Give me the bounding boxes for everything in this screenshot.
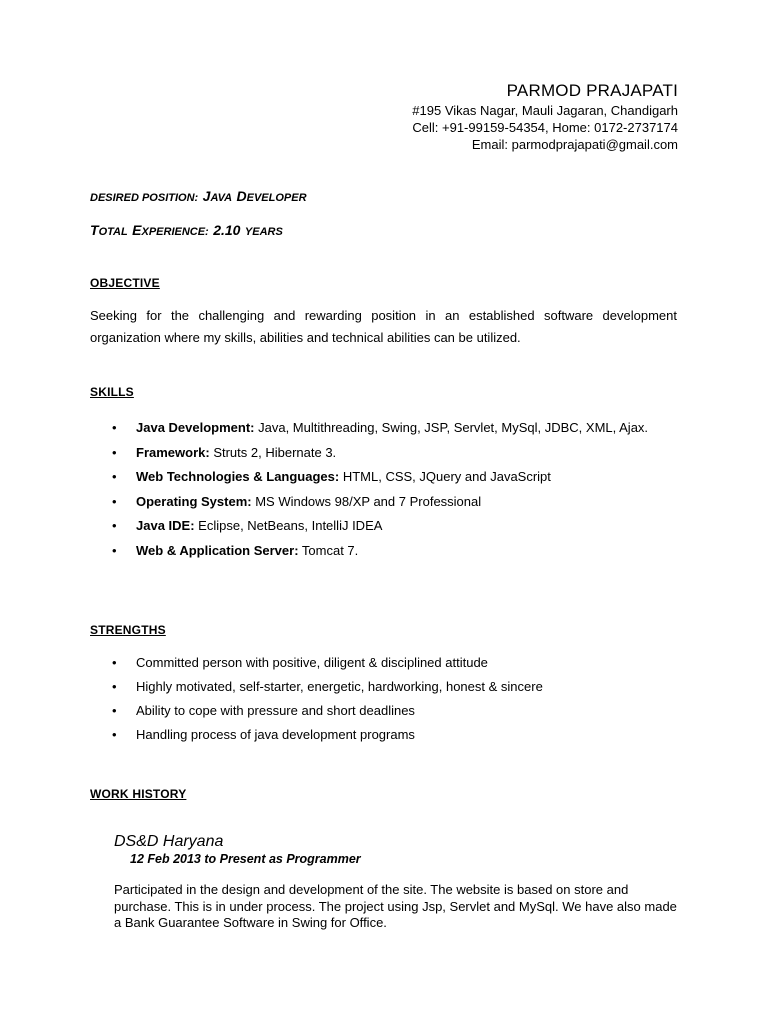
- skill-item: [90, 417, 677, 439]
- skill-label: Framework:: [136, 444, 210, 460]
- desired-label-initial: D: [90, 192, 98, 204]
- strengths-heading: STRENGTHS: [90, 623, 166, 637]
- desired-label-rest: ESIRED POSITION:: [97, 192, 199, 204]
- job-description: Participated in the design and development of the site. The website is based on store and purchase. This is in under process. The project using Jsp, Servlet and MySql. We have also made a Bank Guarantee Software in Swing for Office.: [114, 882, 677, 930]
- skill-label: Java IDE:: [136, 518, 195, 533]
- skill-item: [90, 540, 677, 562]
- strengths-list: [90, 651, 677, 747]
- skill-value: Eclipse, NetBeans, IntelliJ IDEA: [194, 518, 383, 533]
- skill-label: Web & Application Server:: [136, 542, 299, 558]
- strength-item: • Committed person with positive, diligent & disciplined attitude: [90, 651, 677, 675]
- candidate-name: PARMOD PRAJAPATI: [506, 81, 678, 100]
- address-line: #195 Vikas Nagar, Mauli Jagaran, Chandigarh: [412, 103, 678, 118]
- desired-value-eveloper: EVELOPER: [246, 192, 307, 204]
- email-line: Email: parmodprajapati@gmail.com: [471, 137, 678, 152]
- desired-value-j: J: [202, 188, 211, 204]
- exp-years: YEARS: [244, 226, 283, 238]
- exp-e: E: [132, 222, 142, 238]
- exp-t: T: [90, 222, 99, 238]
- strength-item: • Ability to cope with pressure and short deadlines: [90, 699, 677, 723]
- skill-item: [90, 442, 677, 464]
- strength-item: • Highly motivated, self-starter, energetic, hardworking, honest & sincere: [90, 675, 677, 699]
- skills-heading: SKILLS: [90, 385, 134, 399]
- skill-item: [90, 491, 677, 513]
- skill-item: [90, 466, 677, 488]
- exp-otal: OTAL: [98, 226, 128, 238]
- skill-value: HTML, CSS, JQuery and JavaScript: [339, 469, 551, 484]
- skill-item: [90, 515, 677, 537]
- skill-value: Java, Multithreading, Swing, JSP, Servlet, MySql, JDBC, XML, Ajax.: [254, 420, 649, 435]
- skills-list: [90, 417, 677, 564]
- desired-position: [90, 188, 307, 206]
- objective-heading: OBJECTIVE: [90, 276, 160, 290]
- work-history-heading: WORK HISTORY: [90, 787, 187, 801]
- phone-line: Cell: +91-99159-54354, Home: 0172-2737174: [412, 120, 678, 135]
- total-experience: [90, 222, 283, 240]
- exp-xperience: XPERIENCE:: [141, 226, 209, 238]
- desired-value-d: D: [236, 188, 247, 204]
- skill-value: Tomcat 7.: [298, 542, 359, 558]
- skill-label: Web Technologies & Languages:: [136, 469, 340, 484]
- company-name: DS&D Haryana: [114, 833, 224, 850]
- exp-number: 2.10: [213, 222, 241, 238]
- skill-value: MS Windows 98/XP and 7 Professional: [251, 493, 482, 509]
- objective-text: Seeking for the challenging and rewarding position in an established software development organization where my skills, abilities and technical abilities can be utilized.: [90, 308, 677, 345]
- skill-label: Operating System:: [136, 493, 252, 509]
- job-tenure: 12 Feb 2013 to Present as Programmer: [130, 852, 361, 866]
- contact-header: [412, 80, 678, 153]
- desired-value-ava: AVA: [210, 192, 233, 204]
- skill-label: Java Development:: [136, 420, 255, 435]
- skill-value: Struts 2, Hibernate 3.: [209, 444, 337, 460]
- strength-item: • Handling process of java development programs: [90, 723, 677, 747]
